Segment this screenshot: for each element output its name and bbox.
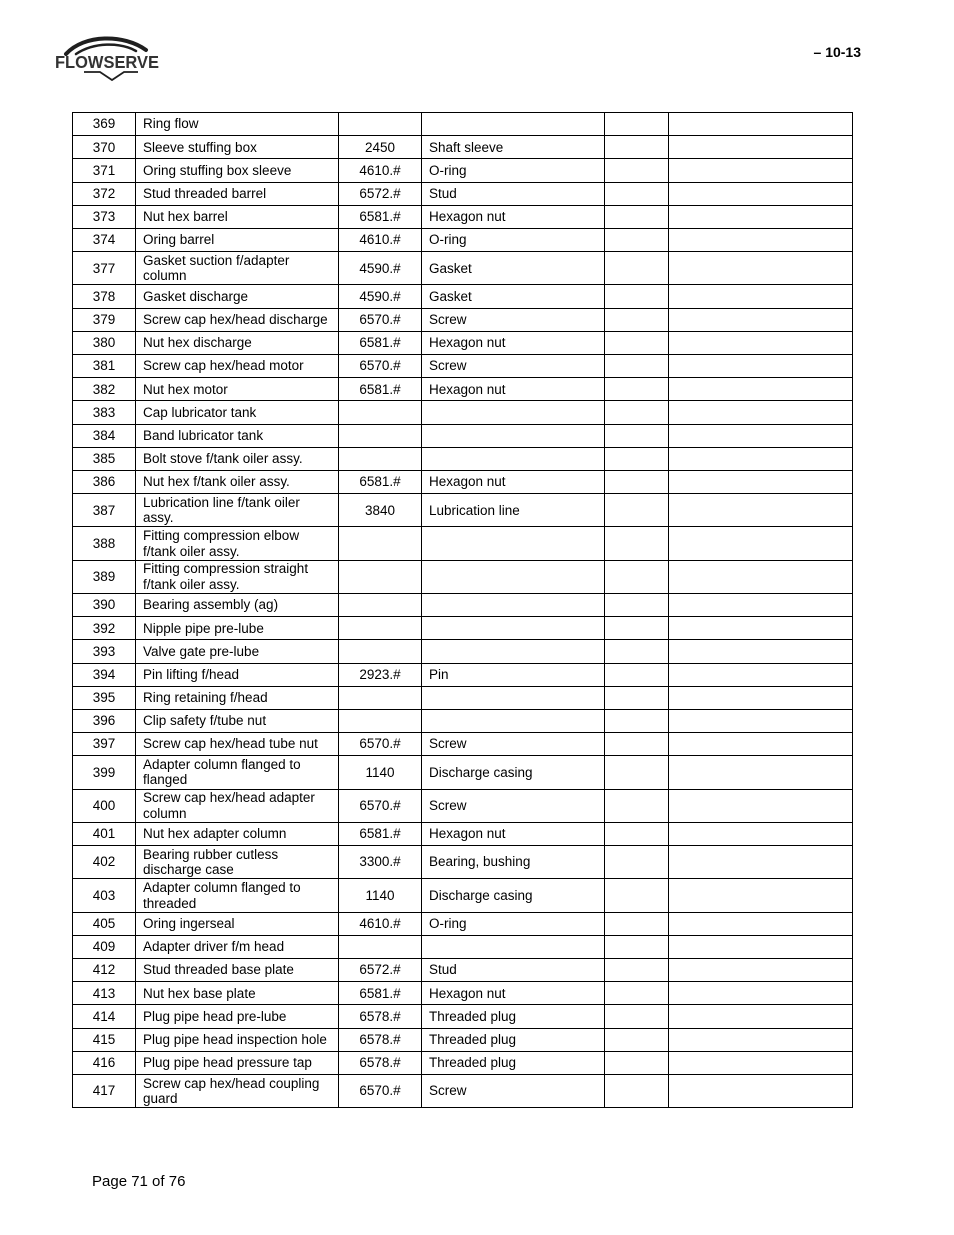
table-row xyxy=(73,228,853,251)
cell-part-name xyxy=(422,527,605,560)
cell-part-name: Screw xyxy=(422,733,605,756)
cell-quantity xyxy=(605,640,669,663)
table-row xyxy=(73,1051,853,1074)
table-row xyxy=(73,136,853,159)
cell-quantity xyxy=(605,205,669,228)
page-number: Page 71 of 76 xyxy=(92,1173,186,1190)
cell-notes xyxy=(669,378,853,401)
cell-part-name: Shaft sleeve xyxy=(422,136,605,159)
table-row xyxy=(73,308,853,331)
cell-description: Screw cap hex/head coupling guard xyxy=(136,1075,339,1108)
cell-part-name: Discharge casing xyxy=(422,756,605,789)
cell-description: Plug pipe head pressure tap xyxy=(136,1051,339,1074)
cell-description: Screw cap hex/head motor xyxy=(136,354,339,377)
cell-notes xyxy=(669,935,853,958)
cell-item-number: 383 xyxy=(73,401,136,424)
table-row xyxy=(73,617,853,640)
cell-part-name: Hexagon nut xyxy=(422,205,605,228)
cell-notes xyxy=(669,136,853,159)
cell-description: Nut hex motor xyxy=(136,378,339,401)
table-row xyxy=(73,560,853,593)
cell-part-code: 4610.# xyxy=(339,912,422,935)
cell-quantity xyxy=(605,447,669,470)
cell-quantity xyxy=(605,470,669,493)
cell-part-name: O-ring xyxy=(422,912,605,935)
cell-item-number: 380 xyxy=(73,331,136,354)
cell-quantity xyxy=(605,756,669,789)
cell-quantity xyxy=(605,846,669,879)
cell-item-number: 373 xyxy=(73,205,136,228)
cell-description: Nut hex f/tank oiler assy. xyxy=(136,470,339,493)
table-row xyxy=(73,159,853,182)
table-row xyxy=(73,709,853,732)
cell-notes xyxy=(669,113,853,136)
cell-description: Screw cap hex/head discharge xyxy=(136,308,339,331)
cell-notes xyxy=(669,733,853,756)
cell-description: Ring retaining f/head xyxy=(136,686,339,709)
table-row xyxy=(73,401,853,424)
cell-part-code xyxy=(339,640,422,663)
cell-notes xyxy=(669,686,853,709)
table-row xyxy=(73,424,853,447)
cell-item-number: 371 xyxy=(73,159,136,182)
cell-item-number: 388 xyxy=(73,527,136,560)
cell-part-code: 6572.# xyxy=(339,182,422,205)
cell-item-number: 392 xyxy=(73,617,136,640)
cell-description: Bolt stove f/tank oiler assy. xyxy=(136,447,339,470)
cell-notes xyxy=(669,470,853,493)
cell-notes xyxy=(669,447,853,470)
cell-part-name xyxy=(422,617,605,640)
cell-description: Clip safety f/tube nut xyxy=(136,709,339,732)
cell-notes xyxy=(669,527,853,560)
cell-quantity xyxy=(605,663,669,686)
table-row xyxy=(73,846,853,879)
cell-notes xyxy=(669,354,853,377)
cell-description: Stud threaded base plate xyxy=(136,959,339,982)
cell-item-number: 403 xyxy=(73,879,136,912)
cell-part-name: Discharge casing xyxy=(422,879,605,912)
cell-part-name: Bearing, bushing xyxy=(422,846,605,879)
cell-notes xyxy=(669,401,853,424)
cell-description: Nipple pipe pre-lube xyxy=(136,617,339,640)
cell-notes xyxy=(669,182,853,205)
cell-part-code xyxy=(339,113,422,136)
table-row xyxy=(73,594,853,617)
cell-item-number: 381 xyxy=(73,354,136,377)
cell-notes xyxy=(669,560,853,593)
cell-quantity xyxy=(605,982,669,1005)
cell-notes xyxy=(669,424,853,447)
cell-item-number: 409 xyxy=(73,935,136,958)
cell-item-number: 399 xyxy=(73,756,136,789)
cell-quantity xyxy=(605,935,669,958)
cell-part-code: 4590.# xyxy=(339,285,422,308)
cell-part-code xyxy=(339,560,422,593)
table-row xyxy=(73,113,853,136)
cell-part-name: Lubrication line xyxy=(422,494,605,527)
cell-quantity xyxy=(605,617,669,640)
cell-description: Cap lubricator tank xyxy=(136,401,339,424)
cell-item-number: 412 xyxy=(73,959,136,982)
cell-part-code: 4610.# xyxy=(339,159,422,182)
cell-part-name: O-ring xyxy=(422,159,605,182)
cell-quantity xyxy=(605,308,669,331)
cell-description: Gasket discharge xyxy=(136,285,339,308)
cell-notes xyxy=(669,594,853,617)
cell-part-code: 6581.# xyxy=(339,822,422,845)
cell-quantity xyxy=(605,1028,669,1051)
cell-part-code xyxy=(339,617,422,640)
document-reference: – 10-13 xyxy=(813,44,861,60)
cell-item-number: 374 xyxy=(73,228,136,251)
cell-quantity xyxy=(605,594,669,617)
cell-part-code: 6570.# xyxy=(339,354,422,377)
cell-quantity xyxy=(605,1075,669,1108)
cell-quantity xyxy=(605,822,669,845)
cell-part-code: 6578.# xyxy=(339,1051,422,1074)
cell-notes xyxy=(669,846,853,879)
cell-description: Bearing rubber cutless discharge case xyxy=(136,846,339,879)
cell-part-code xyxy=(339,594,422,617)
cell-part-code: 6581.# xyxy=(339,331,422,354)
cell-part-code: 6581.# xyxy=(339,982,422,1005)
cell-part-code: 6570.# xyxy=(339,1075,422,1108)
cell-part-name: Screw xyxy=(422,789,605,822)
cell-part-name: Screw xyxy=(422,308,605,331)
cell-part-code: 2450 xyxy=(339,136,422,159)
cell-part-name: Hexagon nut xyxy=(422,331,605,354)
table-row xyxy=(73,354,853,377)
cell-notes xyxy=(669,789,853,822)
cell-item-number: 390 xyxy=(73,594,136,617)
cell-description: Plug pipe head pre-lube xyxy=(136,1005,339,1028)
cell-part-code: 6570.# xyxy=(339,733,422,756)
cell-part-name xyxy=(422,640,605,663)
cell-item-number: 405 xyxy=(73,912,136,935)
cell-notes xyxy=(669,879,853,912)
cell-quantity xyxy=(605,560,669,593)
cell-quantity xyxy=(605,228,669,251)
cell-part-code xyxy=(339,401,422,424)
cell-notes xyxy=(669,252,853,285)
cell-description: Valve gate pre-lube xyxy=(136,640,339,663)
table-row xyxy=(73,285,853,308)
table-row xyxy=(73,879,853,912)
cell-description: Fitting compression straight f/tank oiler assy. xyxy=(136,560,339,593)
cell-quantity xyxy=(605,182,669,205)
table-row xyxy=(73,822,853,845)
cell-quantity xyxy=(605,879,669,912)
cell-quantity xyxy=(605,1051,669,1074)
cell-item-number: 384 xyxy=(73,424,136,447)
cell-part-name: Hexagon nut xyxy=(422,378,605,401)
cell-quantity xyxy=(605,686,669,709)
cell-part-code xyxy=(339,686,422,709)
table-row xyxy=(73,663,853,686)
cell-part-code xyxy=(339,935,422,958)
table-row xyxy=(73,205,853,228)
cell-description: Bearing assembly (ag) xyxy=(136,594,339,617)
cell-item-number: 372 xyxy=(73,182,136,205)
cell-item-number: 395 xyxy=(73,686,136,709)
table-row xyxy=(73,1005,853,1028)
cell-item-number: 387 xyxy=(73,494,136,527)
cell-item-number: 369 xyxy=(73,113,136,136)
cell-description: Sleeve stuffing box xyxy=(136,136,339,159)
cell-part-name: Gasket xyxy=(422,252,605,285)
table-row xyxy=(73,686,853,709)
cell-part-name: Pin xyxy=(422,663,605,686)
cell-quantity xyxy=(605,136,669,159)
cell-item-number: 400 xyxy=(73,789,136,822)
cell-part-name xyxy=(422,935,605,958)
table-row xyxy=(73,1028,853,1051)
cell-part-name xyxy=(422,709,605,732)
table-row xyxy=(73,982,853,1005)
cell-item-number: 397 xyxy=(73,733,136,756)
cell-description: Lubrication line f/tank oiler assy. xyxy=(136,494,339,527)
cell-notes xyxy=(669,1051,853,1074)
cell-part-code: 6570.# xyxy=(339,789,422,822)
cell-notes xyxy=(669,1028,853,1051)
cell-item-number: 417 xyxy=(73,1075,136,1108)
cell-quantity xyxy=(605,494,669,527)
cell-item-number: 378 xyxy=(73,285,136,308)
cell-description: Adapter column flanged to flanged xyxy=(136,756,339,789)
cell-part-code: 6570.# xyxy=(339,308,422,331)
cell-part-code: 6572.# xyxy=(339,959,422,982)
cell-notes xyxy=(669,982,853,1005)
cell-notes xyxy=(669,756,853,789)
table-row xyxy=(73,331,853,354)
cell-quantity xyxy=(605,331,669,354)
cell-part-name: Stud xyxy=(422,959,605,982)
cell-item-number: 377 xyxy=(73,252,136,285)
cell-notes xyxy=(669,331,853,354)
table-row xyxy=(73,252,853,285)
cell-item-number: 370 xyxy=(73,136,136,159)
cell-part-name: Screw xyxy=(422,1075,605,1108)
table-row xyxy=(73,527,853,560)
cell-description: Nut hex base plate xyxy=(136,982,339,1005)
cell-quantity xyxy=(605,527,669,560)
cell-item-number: 414 xyxy=(73,1005,136,1028)
cell-item-number: 379 xyxy=(73,308,136,331)
cell-description: Oring barrel xyxy=(136,228,339,251)
table-row xyxy=(73,733,853,756)
cell-item-number: 415 xyxy=(73,1028,136,1051)
cell-part-code: 1140 xyxy=(339,756,422,789)
cell-part-code: 1140 xyxy=(339,879,422,912)
cell-description: Nut hex discharge xyxy=(136,331,339,354)
cell-part-name: Gasket xyxy=(422,285,605,308)
cell-part-code: 6581.# xyxy=(339,205,422,228)
cell-part-name xyxy=(422,686,605,709)
cell-description: Screw cap hex/head tube nut xyxy=(136,733,339,756)
cell-quantity xyxy=(605,378,669,401)
cell-part-code: 6581.# xyxy=(339,470,422,493)
cell-quantity xyxy=(605,912,669,935)
cell-notes xyxy=(669,159,853,182)
table-row xyxy=(73,447,853,470)
cell-part-code xyxy=(339,424,422,447)
cell-notes xyxy=(669,205,853,228)
cell-notes xyxy=(669,663,853,686)
cell-notes xyxy=(669,959,853,982)
cell-item-number: 382 xyxy=(73,378,136,401)
cell-description: Nut hex adapter column xyxy=(136,822,339,845)
cell-quantity xyxy=(605,733,669,756)
cell-description: Oring ingerseal xyxy=(136,912,339,935)
cell-part-name xyxy=(422,447,605,470)
cell-part-name: Hexagon nut xyxy=(422,470,605,493)
cell-quantity xyxy=(605,285,669,308)
cell-notes xyxy=(669,617,853,640)
cell-description: Adapter column flanged to threaded xyxy=(136,879,339,912)
cell-part-code: 3300.# xyxy=(339,846,422,879)
cell-part-name: Threaded plug xyxy=(422,1028,605,1051)
cell-quantity xyxy=(605,424,669,447)
cell-description: Oring stuffing box sleeve xyxy=(136,159,339,182)
cell-item-number: 393 xyxy=(73,640,136,663)
table-row xyxy=(73,494,853,527)
flowserve-logo-graphic xyxy=(54,36,164,82)
cell-part-code xyxy=(339,709,422,732)
cell-description: Gasket suction f/adapter column xyxy=(136,252,339,285)
cell-part-name: Threaded plug xyxy=(422,1005,605,1028)
cell-description: Adapter driver f/m head xyxy=(136,935,339,958)
cell-part-code xyxy=(339,527,422,560)
cell-part-name xyxy=(422,113,605,136)
cell-part-name: Threaded plug xyxy=(422,1051,605,1074)
cell-part-name: Stud xyxy=(422,182,605,205)
table-row xyxy=(73,789,853,822)
cell-description: Pin lifting f/head xyxy=(136,663,339,686)
table-row xyxy=(73,640,853,663)
table-row xyxy=(73,470,853,493)
cell-item-number: 401 xyxy=(73,822,136,845)
cell-item-number: 402 xyxy=(73,846,136,879)
cell-part-code: 6581.# xyxy=(339,378,422,401)
cell-notes xyxy=(669,1075,853,1108)
cell-notes xyxy=(669,640,853,663)
cell-item-number: 389 xyxy=(73,560,136,593)
cell-part-name xyxy=(422,594,605,617)
cell-quantity xyxy=(605,159,669,182)
cell-quantity xyxy=(605,113,669,136)
cell-part-code: 6578.# xyxy=(339,1028,422,1051)
cell-quantity xyxy=(605,401,669,424)
cell-item-number: 413 xyxy=(73,982,136,1005)
cell-notes xyxy=(669,709,853,732)
cell-description: Ring flow xyxy=(136,113,339,136)
cell-item-number: 394 xyxy=(73,663,136,686)
cell-quantity xyxy=(605,709,669,732)
parts-list-table xyxy=(72,112,853,1108)
cell-part-name: Hexagon nut xyxy=(422,822,605,845)
cell-part-code: 4610.# xyxy=(339,228,422,251)
cell-part-name: O-ring xyxy=(422,228,605,251)
cell-quantity xyxy=(605,789,669,822)
cell-part-code xyxy=(339,447,422,470)
cell-description: Screw cap hex/head adapter column xyxy=(136,789,339,822)
cell-part-code: 6578.# xyxy=(339,1005,422,1028)
cell-notes xyxy=(669,285,853,308)
cell-part-code: 4590.# xyxy=(339,252,422,285)
cell-quantity xyxy=(605,252,669,285)
cell-description: Fitting compression elbow f/tank oiler assy. xyxy=(136,527,339,560)
table-row xyxy=(73,1075,853,1108)
cell-part-name xyxy=(422,560,605,593)
cell-part-name: Hexagon nut xyxy=(422,982,605,1005)
cell-notes xyxy=(669,822,853,845)
cell-description: Stud threaded barrel xyxy=(136,182,339,205)
cell-item-number: 396 xyxy=(73,709,136,732)
cell-item-number: 416 xyxy=(73,1051,136,1074)
cell-notes xyxy=(669,494,853,527)
table-row xyxy=(73,182,853,205)
cell-part-code: 3840 xyxy=(339,494,422,527)
cell-quantity xyxy=(605,354,669,377)
cell-description: Nut hex barrel xyxy=(136,205,339,228)
cell-part-name xyxy=(422,424,605,447)
cell-notes xyxy=(669,308,853,331)
parts-list-body xyxy=(73,113,853,1108)
cell-part-name xyxy=(422,401,605,424)
flowserve-logo xyxy=(54,36,164,82)
table-row xyxy=(73,756,853,789)
cell-part-name: Screw xyxy=(422,354,605,377)
table-row xyxy=(73,935,853,958)
table-row xyxy=(73,378,853,401)
table-row xyxy=(73,959,853,982)
cell-description: Plug pipe head inspection hole xyxy=(136,1028,339,1051)
cell-notes xyxy=(669,912,853,935)
cell-quantity xyxy=(605,1005,669,1028)
table-row xyxy=(73,912,853,935)
cell-notes xyxy=(669,228,853,251)
logo-wordmark: FLOWSERVE xyxy=(55,52,159,72)
cell-notes xyxy=(669,1005,853,1028)
cell-part-code: 2923.# xyxy=(339,663,422,686)
cell-item-number: 385 xyxy=(73,447,136,470)
cell-quantity xyxy=(605,959,669,982)
cell-description: Band lubricator tank xyxy=(136,424,339,447)
cell-item-number: 386 xyxy=(73,470,136,493)
